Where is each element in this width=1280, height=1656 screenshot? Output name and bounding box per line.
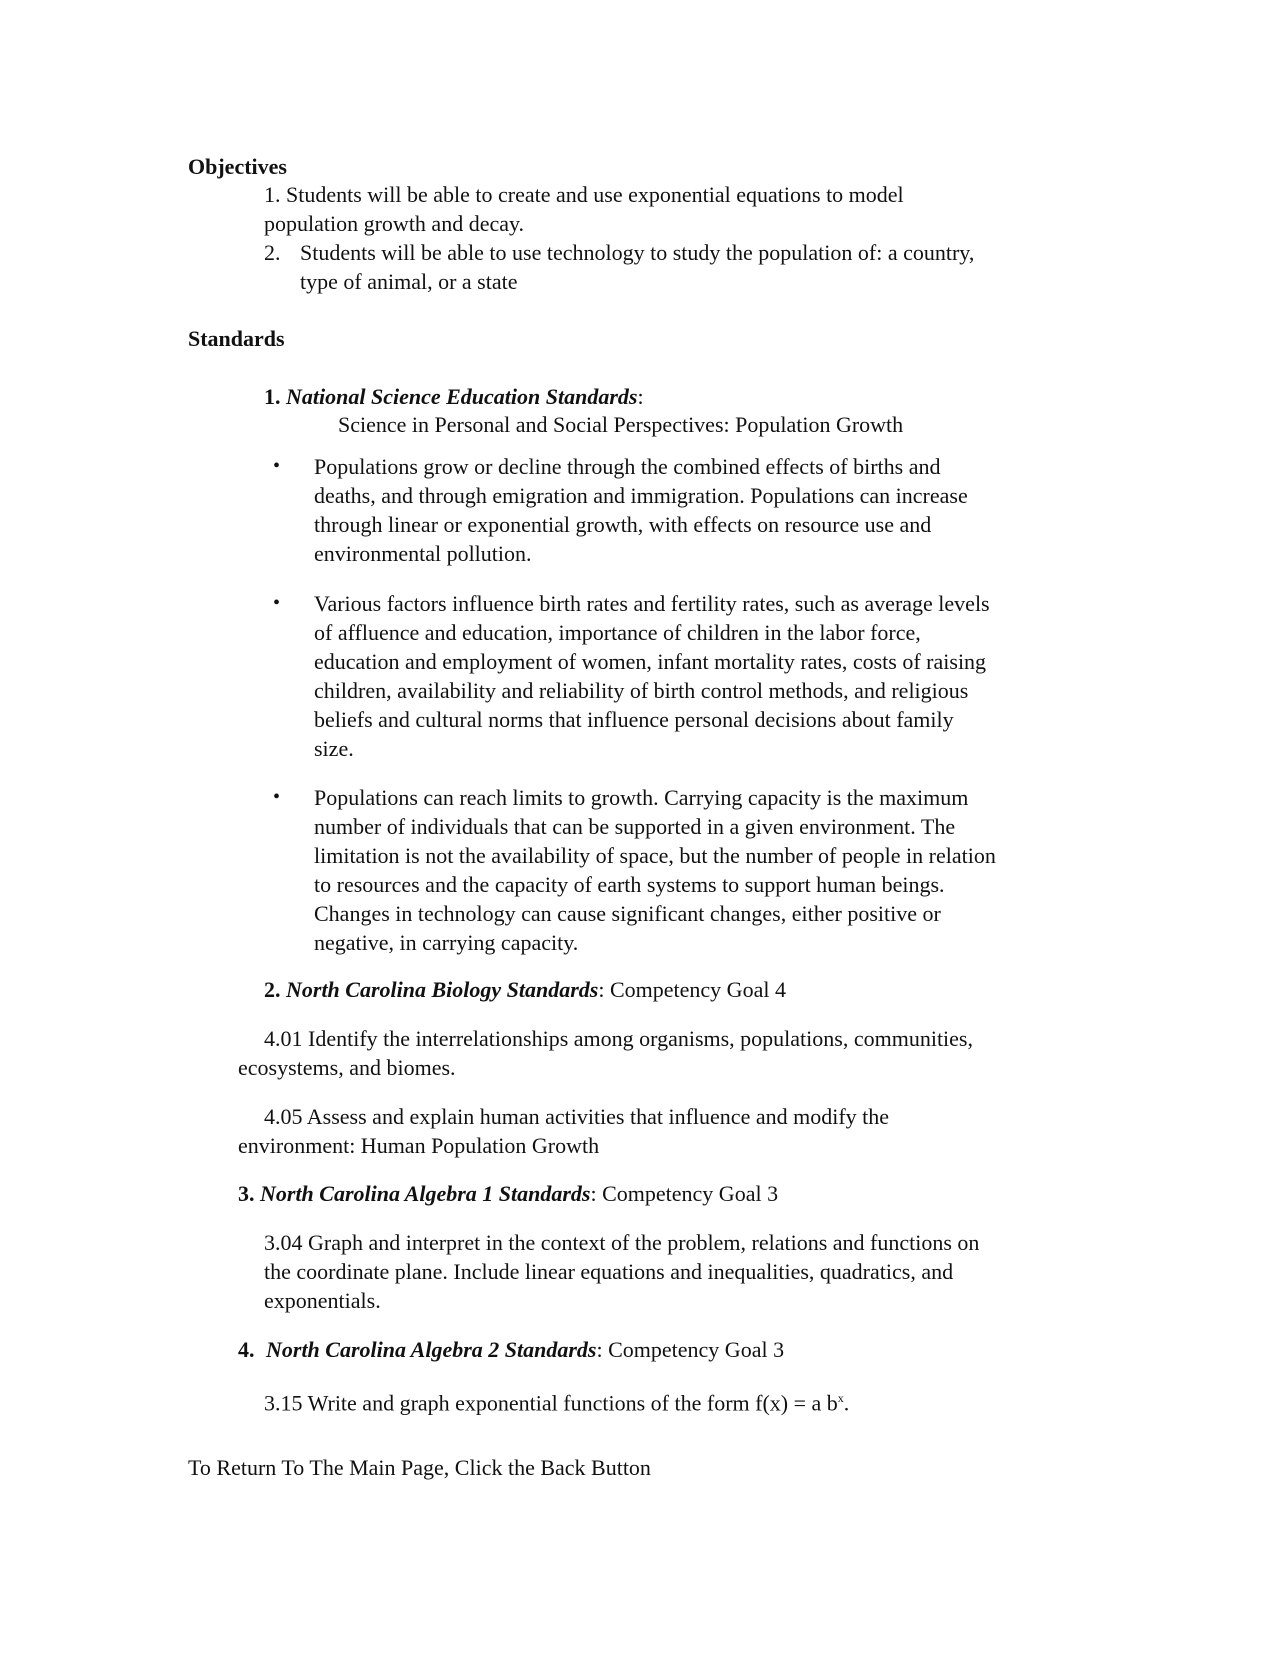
objectives-heading: Objectives xyxy=(188,154,287,179)
bullet-2-line-3: education and employment of women, infant mortality rates, costs of raising xyxy=(314,649,987,674)
bullet-2-line-4: children, availability and reliability of birth control methods, and religious xyxy=(314,678,969,703)
bullet-3-line-4: to resources and the capacity of earth systems to support human beings. xyxy=(314,872,945,897)
bullet-2-line-1: Various factors influence birth rates and fertility rates, such as average levels xyxy=(314,591,990,616)
bullet-1-line-3: through linear or exponential growth, with effects on resource use and xyxy=(314,512,932,537)
standard-3-line-3: exponentials. xyxy=(264,1288,381,1313)
standard-1-colon: : xyxy=(637,384,644,409)
standard-2-item-405-line1: 4.05 Assess and explain human activities that influence and modify the xyxy=(264,1104,890,1129)
objective-1-line1: 1. Students will be able to create and use exponential equations to model xyxy=(264,182,904,207)
standards-heading: Standards xyxy=(188,326,285,351)
standard-4-number: 4. xyxy=(238,1337,255,1362)
objective-2-line1: Students will be able to use technology to study the population of: a country, xyxy=(300,240,975,265)
bullet-3-line-2: number of individuals that can be supported in a given environment. The xyxy=(314,814,956,839)
bullet-2-line-6: size. xyxy=(314,736,354,761)
bullet-3-line-3: limitation is not the availability of space, but the number of people in relation xyxy=(314,843,996,868)
standard-3-title: North Carolina Algebra 1 Standards xyxy=(260,1181,591,1206)
objective-2-number: 2. xyxy=(264,240,281,265)
bullet-1-line-4: environmental pollution. xyxy=(314,541,532,566)
standard-1-title: National Science Education Standards xyxy=(286,384,638,409)
standard-4-rest: : Competency Goal 3 xyxy=(596,1337,785,1362)
objective-2-line2: type of animal, or a state xyxy=(300,269,518,294)
bullet-icon: • xyxy=(273,786,281,808)
standard-4-item-315 xyxy=(264,1384,849,1417)
standard-3-line-2: the coordinate plane. Include linear equations and inequalities, quadratics, and xyxy=(264,1259,954,1284)
standard-1-number: 1. xyxy=(264,384,281,409)
standard-4-item-315-period: . xyxy=(843,1390,850,1416)
standard-2-item-405-line2: environment: Human Population Growth xyxy=(238,1133,600,1158)
standard-2-item-401-line2: ecosystems, and biomes. xyxy=(238,1055,456,1080)
standard-1-subtitle: Science in Personal and Social Perspectives: Population Growth xyxy=(338,412,904,437)
objective-1-line2: population growth and decay. xyxy=(264,211,525,236)
bullet-2-line-5: beliefs and cultural norms that influence personal decisions about family xyxy=(314,707,954,732)
bullet-1-line-1: Populations grow or decline through the combined effects of births and xyxy=(314,454,941,479)
standard-4-title: North Carolina Algebra 2 Standards xyxy=(266,1337,597,1362)
bullet-icon: • xyxy=(273,592,281,614)
standard-2-title: North Carolina Biology Standards xyxy=(286,977,599,1002)
standard-3-heading xyxy=(238,1179,778,1208)
standard-1-heading xyxy=(264,382,644,411)
standard-4-heading xyxy=(238,1335,784,1364)
bullet-3-line-6: negative, in carrying capacity. xyxy=(314,930,579,955)
standard-3-rest: : Competency Goal 3 xyxy=(590,1181,779,1206)
exponent-x: x xyxy=(837,1391,844,1405)
standard-2-rest: : Competency Goal 4 xyxy=(598,977,786,1002)
standard-3-number: 3. xyxy=(238,1181,255,1206)
bullet-3-line-5: Changes in technology can cause significant changes, either positive or xyxy=(314,901,941,926)
standard-4-item-315-text: 3.15 Write and graph exponential functions of the form f(x) = a b xyxy=(264,1390,838,1416)
bullet-icon: • xyxy=(273,455,281,477)
standard-2-number: 2. xyxy=(264,977,281,1002)
bullet-3-line-1: Populations can reach limits to growth. Carrying capacity is the maximum xyxy=(314,785,969,810)
standard-2-heading xyxy=(264,975,786,1004)
standard-3-line-1: 3.04 Graph and interpret in the context of the problem, relations and functions on xyxy=(264,1230,980,1255)
bullet-2-line-2: of affluence and education, importance of children in the labor force, xyxy=(314,620,921,645)
bullet-1-line-2: deaths, and through emigration and immigration. Populations can increase xyxy=(314,483,968,508)
back-instruction: To Return To The Main Page, Click the Back Button xyxy=(188,1455,651,1480)
standard-2-item-401-line1: 4.01 Identify the interrelationships among organisms, populations, communities, xyxy=(264,1026,973,1051)
